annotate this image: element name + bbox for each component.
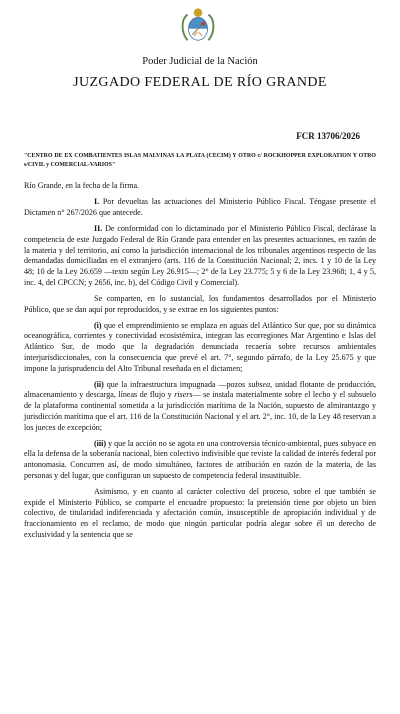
point-italic-term: subsea	[248, 379, 271, 389]
point-text: , unidad flotante de producción, almacenamiento y descarga, líneas de flujo y	[24, 379, 376, 400]
paragraph-2	[24, 224, 376, 288]
point-italic-term: risers	[174, 390, 193, 400]
case-caption: "CENTRO DE EX COMBATIENTES ISLAS MALVINAS LA PLATA (CECIM) Y OTRO c/ ROCKHOPPER EXPLORATION Y OTRO s/CIVIL y COMERCIAL-VARIOS"	[24, 153, 376, 168]
court-name: JUZGADO FEDERAL DE RÍO GRANDE	[73, 75, 327, 90]
point-text: que la infraestructura impugnada —pozos	[103, 379, 249, 389]
paragraph-number: II.	[94, 224, 103, 234]
date-line: Río Grande, en la fecha de la firma.	[24, 181, 140, 190]
coat-of-arms-icon	[179, 6, 217, 44]
case-number: FCR 13706/2026	[296, 131, 360, 141]
point-i	[24, 321, 376, 375]
paragraph-text: De conformidad con lo dictaminado por el Ministerio Público Fiscal, declárase la competencia de este Juzgado Federal de Río Grande para entender en las presentes actuaciones, en razón de la materia y del territorio, así como la jurisdicción internacional de los tribunales argentinos respecto de las demandadas domiciliadas en el extranjero (arts. 116 de la Constitución Nacional; 2, incs. 1 y 10 de la Ley 48; 10 de la Ley 26.659 —texto según Ley 26.915—; 2° de la Ley 23.775; 5 y 6 de la Ley 23.968; 1, 4 y 5, inc. 4, del CPCCN; y 2656, inc. b), del Código Civil y Comercial).	[24, 224, 376, 287]
point-text: — se instala materialmente sobre el lecho y el subsuelo de la plataforma continental sometida a la jurisdicción marítima de la Nación, supuesto de almirantazgo y jurisdicción marítima que el art. 116 de la Constitución Nacional y el art. 2°, inc. 10, de la Ley 48 reservan a los jueces de excepción;	[24, 390, 376, 432]
point-text: y que la acción no se agota en una controversia técnico-ambiental, pues subyace en ella la defensa de la soberanía nacional, bien colectivo indivisible que reviste la calidad de interés federal por antonomasia. Concurren así, de modo simultáneo, factores de atribución en razón de la materia, de las personas y del lugar, que configuran un supuesto de competencia federal insustituible.	[24, 438, 376, 480]
paragraph-1	[24, 197, 376, 218]
point-number: (iii)	[94, 438, 107, 448]
point-text: que el emprendimiento se emplaza en aguas del Atlántico Sur que, por su dinámica oceanográfica, corrientes y conectividad ecosistémica, integran las ecorregiones Mar Argentino e Islas del Atlántico Sur, de modo que la degradación denunciada recaería sobre recursos ambientales interjurisdiccionales, con la consecuencia que prevé el art. 7°, segundo párrafo, de la Ley 25.675 y que impone la jurisprudencia del Alto Tribunal reseñada en el dictamen;	[24, 320, 376, 373]
point-number: (ii)	[94, 379, 104, 389]
point-number: (i)	[94, 320, 102, 330]
paragraph-collective	[24, 487, 376, 541]
paragraph-number: I.	[94, 197, 100, 207]
resolution-body	[24, 181, 376, 546]
paragraph-text: Asimismo, y en cuanto al carácter colectivo del proceso, sobre el que también se expide el Ministerio Público, se comparte el encuadre propuesto: la pretensión tiene por objeto un bien colectivo, de titularidad indiferenciada y afectación común, insusceptible de apropiación individual y de fraccionamiento en el reclamo, de modo que ningún particular podría alegar sobre él un derecho de exclusividad y la sentencia que se	[24, 487, 376, 539]
point-ii	[24, 380, 376, 434]
paragraph-3	[24, 294, 376, 315]
paragraph-text: Por devueltas las actuaciones del Ministerio Público Fiscal. Téngase presente el Dictamen n° 267/2026 que antecede.	[24, 197, 376, 217]
point-iii	[24, 439, 376, 482]
authority-name: Poder Judicial de la Nación	[142, 56, 258, 67]
paragraph-text: Se comparten, en lo sustancial, los fundamentos desarrollados por el Ministerio Público, que se dan aquí por reproducidos, y se extrae en los siguientes puntos:	[24, 293, 376, 314]
